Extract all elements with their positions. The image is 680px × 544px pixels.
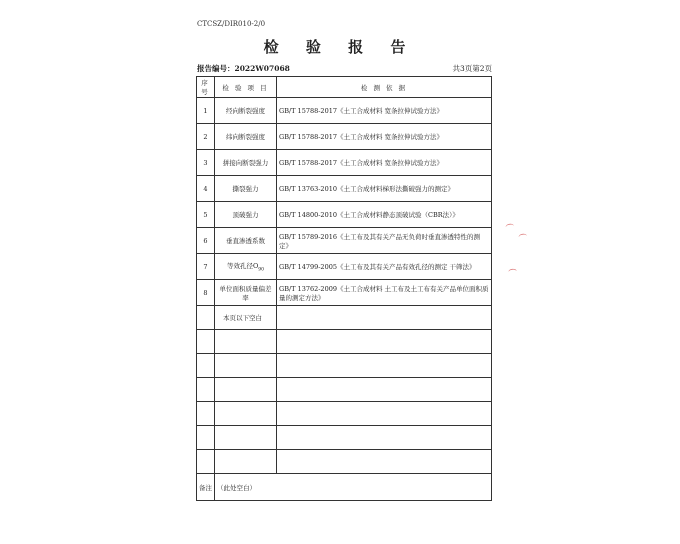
row-item: 撕裂强力	[215, 176, 277, 202]
row-item-subscript: 90	[258, 267, 265, 273]
row-item: 垂直渗透系数	[215, 228, 277, 254]
row-basis: GB/T 13763-2010《土工合成材料梯形法撕破强力的测定》	[277, 176, 492, 202]
remark-value: （此处空白）	[215, 474, 492, 501]
empty-cell	[197, 354, 215, 378]
row-item: 拼接向断裂强力	[215, 150, 277, 176]
table-header-row	[197, 77, 492, 98]
seal-fragment: (	[503, 222, 514, 228]
row-basis: GB/T 13762-2009《土工合成材料 土工布及土工布有关产品单位面积质量的测定方法》	[277, 280, 492, 306]
empty-cell	[197, 306, 215, 330]
table-row	[197, 450, 492, 474]
table-row	[197, 228, 492, 254]
table-row	[197, 330, 492, 354]
empty-cell	[197, 402, 215, 426]
row-seq: 1	[197, 98, 215, 124]
row-basis: GB/T 15789-2016《土工布及其有关产品无负荷时垂直渗透特性的测定》	[277, 228, 492, 254]
empty-cell	[215, 426, 277, 450]
table-row	[197, 254, 492, 280]
table-row	[197, 150, 492, 176]
blank-note: 本页以下空白	[215, 306, 277, 330]
report-number: 报告编号：2022W07068	[197, 64, 290, 73]
empty-cell	[197, 450, 215, 474]
table-row	[197, 176, 492, 202]
empty-cell	[277, 306, 492, 330]
column-header-seq: 序号	[197, 77, 215, 98]
empty-cell	[277, 378, 492, 402]
empty-cell	[197, 378, 215, 402]
empty-cell	[215, 378, 277, 402]
row-basis: GB/T 15788-2017《土工合成材料 宽条拉伸试验方法》	[277, 124, 492, 150]
row-item: 顶破强力	[215, 202, 277, 228]
table-row	[197, 378, 492, 402]
empty-cell	[277, 330, 492, 354]
table-row	[197, 202, 492, 228]
empty-cell	[277, 354, 492, 378]
empty-cell	[215, 450, 277, 474]
table-row	[197, 354, 492, 378]
column-header-basis: 检 测 依 据	[277, 77, 492, 98]
empty-cell	[215, 330, 277, 354]
remark-row	[197, 474, 492, 501]
empty-cell	[197, 426, 215, 450]
empty-cell	[215, 354, 277, 378]
seal-fragment: (	[506, 267, 517, 273]
remark-label: 备注	[197, 474, 215, 501]
table-row	[197, 124, 492, 150]
inspection-table	[196, 76, 492, 501]
row-seq: 7	[197, 254, 215, 280]
table-row	[197, 426, 492, 450]
row-seq: 3	[197, 150, 215, 176]
empty-cell	[215, 402, 277, 426]
table-row	[197, 98, 492, 124]
row-seq: 6	[197, 228, 215, 254]
row-item: 单位面积质量偏差率	[215, 280, 277, 306]
column-header-item: 检 验 项 目	[215, 77, 277, 98]
row-seq: 8	[197, 280, 215, 306]
row-seq: 4	[197, 176, 215, 202]
row-basis: GB/T 14799-2005《土工布及其有关产品有效孔径的测定 干筛法》	[277, 254, 492, 280]
table-row	[197, 402, 492, 426]
table-row	[197, 280, 492, 306]
row-item	[215, 254, 277, 280]
empty-cell	[277, 426, 492, 450]
page-number: 共3页第2页	[452, 64, 492, 73]
row-item: 纬向断裂强度	[215, 124, 277, 150]
row-seq: 5	[197, 202, 215, 228]
row-seq: 2	[197, 124, 215, 150]
document-code: CTCSZ/DIR010-2/0	[197, 20, 266, 28]
row-item-text: 等效孔径O	[226, 261, 259, 270]
seal-fragment: (	[516, 232, 527, 238]
page-title: 检 验 报 告	[263, 38, 417, 56]
row-basis: GB/T 15788-2017《土工合成材料 宽条拉伸试验方法》	[277, 150, 492, 176]
empty-cell	[277, 402, 492, 426]
row-basis: GB/T 14800-2010《土工合成材料静态顶破试验（CBR法）》	[277, 202, 492, 228]
table-row	[197, 306, 492, 330]
row-item: 经向断裂强度	[215, 98, 277, 124]
empty-cell	[277, 450, 492, 474]
empty-cell	[197, 330, 215, 354]
row-basis: GB/T 15788-2017《土工合成材料 宽条拉伸试验方法》	[277, 98, 492, 124]
